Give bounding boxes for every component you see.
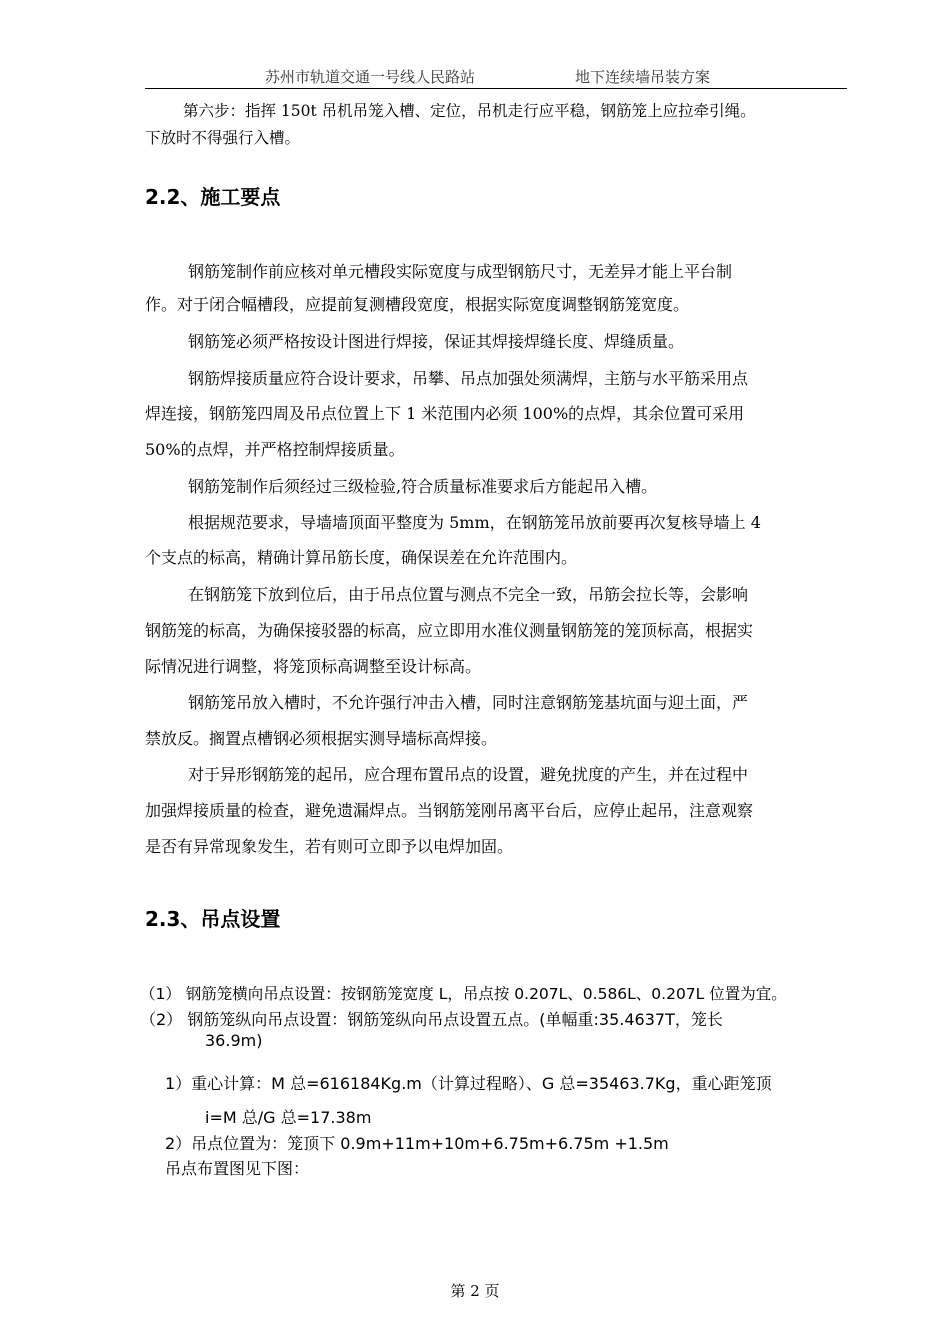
para-7-line-2: 禁放反。搁置点槽钢必须根据实测导墙标高焊接。 (145, 729, 498, 748)
para-6-line-1: 在钢筋笼下放到位后，由于吊点位置与测点不完全一致，吊筋会拉长等，会影响 (188, 585, 749, 604)
para-7-line-1: 钢筋笼吊放入槽时，不允许强行冲击入槽，同时注意钢筋笼基坑面与迎土面，严 (188, 693, 749, 712)
para-3-line-2: 焊连接，钢筋笼四周及吊点位置上下 1 米范围内必须 100%的点焊，其余位置可采用 (145, 404, 745, 423)
para-6-line-2: 钢筋笼的标高，为确保接驳器的标高，应立即用水准仪测量钢筋笼的笼顶标高，根据实 (145, 621, 754, 640)
para-1-line-2: 作。对于闭合幅槽段，应提前复测槽段宽度，根据实际宽度调整钢筋笼宽度。 (145, 295, 690, 314)
section-heading-2-3: 2.3、吊点设置 (145, 907, 281, 931)
section-heading-2-2: 2.2、施工要点 (145, 185, 281, 209)
para-8-line-1: 对于异形钢筋笼的起吊，应合理布置吊点的设置，避免扰度的产生，并在过程中 (188, 765, 749, 784)
page-number: 第 2 页 (450, 1282, 500, 1300)
para-8-line-2: 加强焊接质量的检查，避免遗漏焊点。当钢筋笼刚吊离平台后，应停止起吊，注意观察 (145, 801, 754, 820)
header-project-name: 苏州市轨道交通一号线人民路站 (265, 68, 476, 86)
center-of-gravity-line-1: 1）重心计算：M 总=616184Kg.m（计算过程略）、G 总=35463.7Kg，重心距笼顶 (165, 1074, 772, 1093)
para-2-line-1: 钢筋笼必须严格按设计图进行焊接，保证其焊接焊缝长度、焊缝质量。 (188, 332, 685, 351)
para-8-line-3: 是否有异常现象发生，若有则可立即予以电焊加固。 (145, 837, 514, 856)
lifting-point-item-1: （1） 钢筋笼横向吊点设置：按钢筋笼宽度 L，吊点按 0.207L、0.586L、0.207L 位置为宜。 (140, 985, 787, 1003)
para-5-line-2: 个支点的标高，精确计算吊筋长度，确保误差在允许范围内。 (145, 548, 578, 567)
page-header (145, 64, 847, 89)
step6-line-2: 下放时不得强行入槽。 (145, 129, 301, 147)
step6-line-1: 第六步：指挥 150t 吊机吊笼入槽、定位，吊机走行应平稳，钢筋笼上应拉牵引绳。 (183, 102, 756, 120)
layout-figure-note: 吊点布置图见下图： (165, 1159, 310, 1178)
para-4-line-1: 钢筋笼制作后须经过三级检验,符合质量标准要求后方能起吊入槽。 (188, 477, 658, 496)
para-3-line-3: 50%的点焊，并严格控制焊接质量。 (145, 440, 405, 459)
center-of-gravity-line-2: i=M 总/G 总=17.38m (205, 1108, 372, 1127)
lifting-point-positions: 2）吊点位置为：笼顶下 0.9m+11m+10m+6.75m+6.75m +1.5m (165, 1134, 669, 1153)
para-5-line-1: 根据规范要求，导墙墙顶面平整度为 5mm，在钢筋笼吊放前要再次复核导墙上 4 (188, 513, 761, 532)
para-1-line-1: 钢筋笼制作前应核对单元槽段实际宽度与成型钢筋尺寸，无差异才能上平台制 (188, 262, 733, 281)
header-document-title: 地下连续墙吊装方案 (575, 68, 711, 86)
para-6-line-3: 际情况进行调整，将笼顶标高调整至设计标高。 (145, 657, 482, 676)
para-3-line-1: 钢筋焊接质量应符合设计要求，吊攀、吊点加强处须满焊，主筋与水平筋采用点 (188, 369, 749, 388)
lifting-point-item-2-line-1: （2） 钢筋笼纵向吊点设置：钢筋笼纵向吊点设置五点。(单幅重:35.4637T，笼长 (140, 1010, 723, 1029)
lifting-point-item-2-line-2: 36.9m) (205, 1031, 263, 1050)
